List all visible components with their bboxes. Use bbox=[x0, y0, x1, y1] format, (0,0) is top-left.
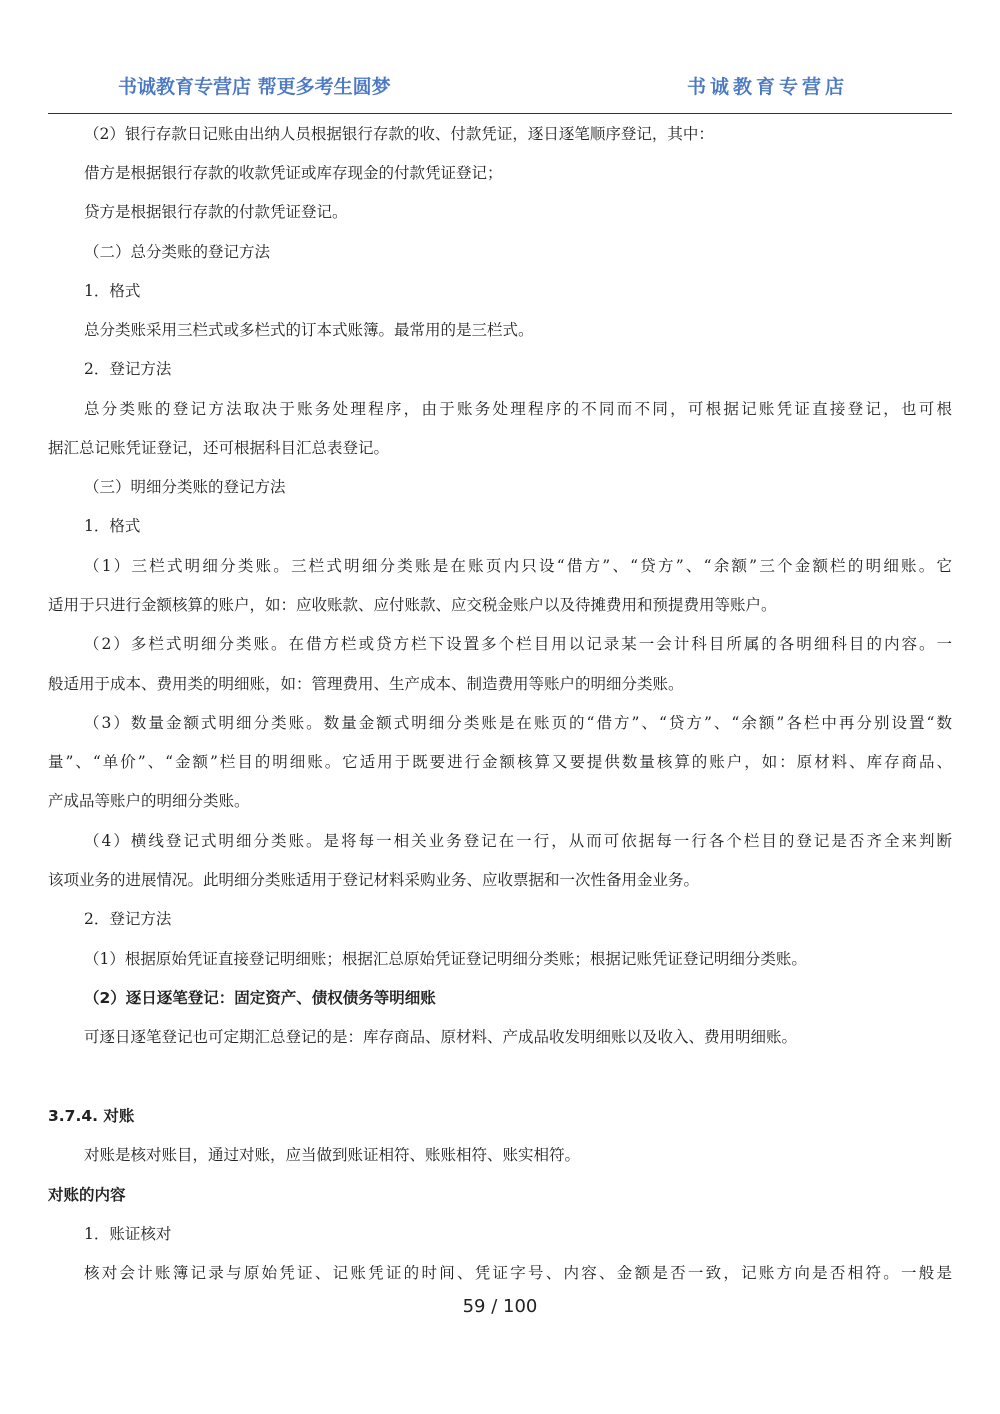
subsection-heading: 2．登记方法 bbox=[84, 360, 172, 378]
bold-paragraph: （2）逐日逐笔登记：固定资产、债权债务等明细账 bbox=[84, 989, 436, 1007]
paragraph: 总分类账采用三栏式或多栏式的订本式账簿。最常用的是三栏式。 bbox=[84, 321, 534, 339]
paragraph: 产成品等账户的明细分类账。 bbox=[48, 792, 250, 810]
section-heading: 3.7.4. 对账 bbox=[48, 1107, 135, 1125]
paragraph: 该项业务的进展情况。此明细分类账适用于登记材料采购业务、应收票据和一次性备用金业务。 bbox=[48, 871, 700, 889]
header-shop-name: 书诚教育专营店 bbox=[686, 76, 848, 98]
paragraph: 据汇总记账凭证登记，还可根据科目汇总表登记。 bbox=[48, 439, 390, 457]
paragraph: （3）数量金额式明细分类账。数量金额式明细分类账是在账页的“借方”、“贷方”、“余额”各栏中再分别设置“数 bbox=[84, 714, 952, 732]
paragraph: 般适用于成本、费用类的明细账，如：管理费用、生产成本、制造费用等账户的明细分类账。 bbox=[48, 675, 684, 693]
page-header bbox=[48, 0, 952, 114]
paragraph: 借方是根据银行存款的收款凭证或库存现金的付款凭证登记； bbox=[84, 164, 503, 182]
subsection-heading: 1．格式 bbox=[84, 282, 141, 300]
paragraph: 适用于只进行金额核算的账户，如：应收账款、应付账款、应交税金账户以及待摊费用和预提费用等账户。 bbox=[48, 596, 777, 614]
paragraph: 对账是核对账目，通过对账，应当做到账证相符、账账相符、账实相符。 bbox=[84, 1146, 581, 1164]
subsection-heading: 1．账证核对 bbox=[84, 1225, 172, 1243]
section-heading: （二）总分类账的登记方法 bbox=[84, 243, 271, 261]
paragraph: 贷方是根据银行存款的付款凭证登记。 bbox=[84, 203, 348, 221]
section-heading: 对账的内容 bbox=[48, 1186, 126, 1204]
paragraph: （2）银行存款日记账由出纳人员根据银行存款的收、付款凭证，逐日逐笔顺序登记，其中： bbox=[84, 125, 714, 143]
paragraph: （1）根据原始凭证直接登记明细账；根据汇总原始凭证登记明细分类账；根据记账凭证登记明细分类账。 bbox=[84, 950, 807, 968]
subsection-heading: 2．登记方法 bbox=[84, 910, 172, 928]
subsection-heading: 1．格式 bbox=[84, 517, 141, 535]
page-number: 59 / 100 bbox=[462, 1296, 538, 1317]
header-shop-slogan: 书诚教育专营店 帮更多考生圆梦 bbox=[118, 76, 391, 98]
paragraph: （4）横线登记式明细分类账。是将每一相关业务登记在一行，从而可依据每一行各个栏目的登记是否齐全来判断 bbox=[84, 832, 952, 850]
paragraph: 核对会计账簿记录与原始凭证、记账凭证的时间、凭证字号、内容、金额是否一致，记账方向是否相符。一般是 bbox=[84, 1264, 952, 1282]
section-heading: （三）明细分类账的登记方法 bbox=[84, 478, 286, 496]
paragraph: 量”、“单价”、“金额”栏目的明细账。它适用于既要进行金额核算又要提供数量核算的账户，如：原材料、库存商品、 bbox=[48, 753, 952, 771]
paragraph: 总分类账的登记方法取决于账务处理程序，由于账务处理程序的不同而不同，可根据记账凭证直接登记，也可根 bbox=[84, 400, 952, 418]
paragraph: （2）多栏式明细分类账。在借方栏或贷方栏下设置多个栏目用以记录某一会计科目所属的各明细科目的内容。一 bbox=[84, 635, 952, 653]
paragraph: 可逐日逐笔登记也可定期汇总登记的是：库存商品、原材料、产成品收发明细账以及收入、费用明细账。 bbox=[84, 1028, 798, 1046]
paragraph: （1）三栏式明细分类账。三栏式明细分类账是在账页内只设“借方”、“贷方”、“余额”三个金额栏的明细账。它 bbox=[84, 557, 952, 575]
